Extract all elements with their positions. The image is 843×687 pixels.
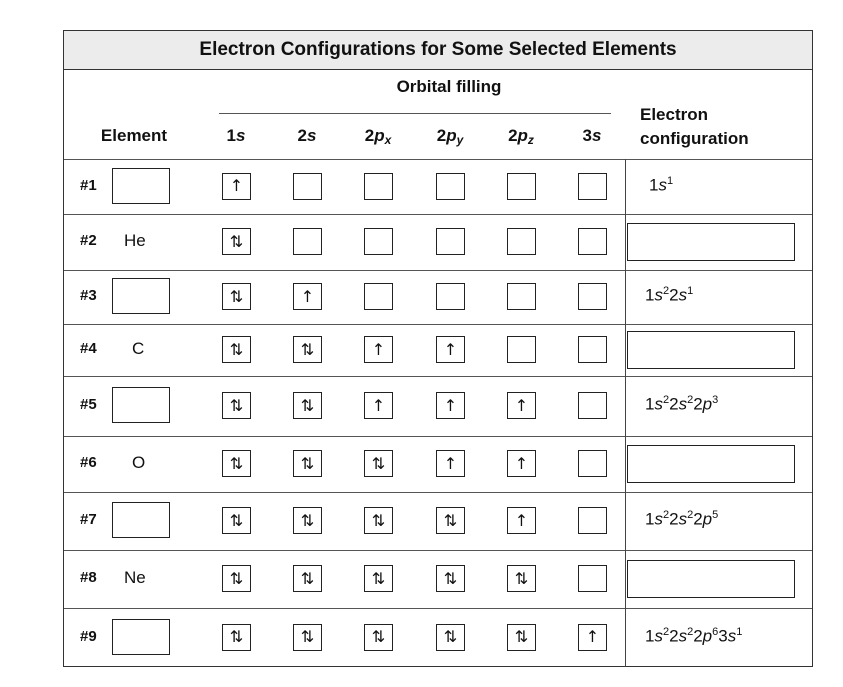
orbital-header-subscript: x [384, 133, 392, 147]
up-down-arrows-icon: ⇅ [229, 286, 244, 306]
config-subshell: s [678, 626, 688, 646]
element-number: #8 [80, 569, 97, 586]
electron-configuration [645, 626, 742, 647]
empty-orbital-box [436, 173, 465, 200]
element-number: #5 [80, 396, 97, 413]
electron-configuration [645, 509, 718, 530]
up-down-arrows-icon: ⇅ [229, 453, 244, 473]
config-electron-count: 2 [662, 509, 670, 521]
empty-orbital-box [507, 228, 536, 255]
config-subshell: p [702, 509, 713, 529]
paired-electron-box [436, 507, 465, 534]
electron-configuration [645, 285, 693, 306]
element-number: #4 [80, 340, 97, 357]
element-symbol: C [132, 339, 145, 358]
empty-orbital-box [578, 336, 607, 363]
config-electron-count: 1 [687, 285, 694, 297]
up-down-arrows-icon: ⇅ [229, 627, 244, 646]
paired-electron-box [222, 565, 251, 592]
paired-electron-box [293, 450, 322, 477]
empty-orbital-box [507, 173, 536, 200]
element-symbol: Ne [124, 568, 146, 587]
config-shell: 2 [693, 626, 703, 646]
single-electron-box [578, 624, 607, 651]
empty-orbital-box [578, 507, 607, 534]
up-down-arrows-icon: ⇅ [371, 627, 386, 646]
up-arrow-icon: ↑ [443, 395, 458, 415]
config-shell: 2 [669, 394, 679, 414]
up-down-arrows-icon: ⇅ [229, 339, 244, 359]
config-shell: 1 [645, 509, 655, 529]
config-subshell: s [678, 509, 688, 529]
orbital-header-letter: s [236, 126, 246, 145]
up-arrow-icon: ↑ [514, 395, 529, 415]
up-arrow-icon: ↑ [514, 510, 529, 530]
empty-orbital-box [436, 228, 465, 255]
config-subshell: s [727, 626, 737, 646]
config-subshell: s [654, 509, 663, 529]
up-down-arrows-icon: ⇅ [229, 568, 244, 588]
orbital-header-number: 3 [582, 126, 592, 145]
config-shell: 2 [693, 394, 703, 414]
up-down-arrows-icon: ⇅ [300, 395, 315, 415]
paired-electron-box [507, 565, 536, 592]
orbital-filling-underline [219, 113, 611, 114]
single-electron-box [507, 392, 536, 419]
table-title-text: Electron Configurations for Some Selected Elements [199, 39, 677, 60]
empty-orbital-box [578, 450, 607, 477]
config-shell: 2 [693, 509, 703, 529]
orbital-header-number: 2 [436, 126, 447, 145]
paired-electron-box [222, 392, 251, 419]
up-down-arrows-icon: ⇅ [514, 568, 529, 588]
paired-electron-box [436, 624, 465, 651]
config-shell: 1 [645, 394, 655, 414]
orbital-header-letter: p [374, 126, 385, 145]
up-arrow-icon: ↑ [371, 339, 386, 359]
empty-orbital-box [578, 283, 607, 310]
up-arrow-icon: ↑ [585, 627, 600, 646]
orbital-header [420, 126, 480, 147]
paired-electron-box [222, 624, 251, 651]
single-electron-box [507, 507, 536, 534]
config-subshell: p [702, 394, 713, 414]
config-column-divider [625, 159, 626, 667]
up-down-arrows-icon: ⇅ [371, 510, 386, 530]
paired-electron-box [507, 624, 536, 651]
empty-orbital-box [578, 565, 607, 592]
config-electron-count: 2 [687, 509, 694, 521]
config-subshell: s [658, 175, 667, 195]
config-electron-count: 2 [662, 625, 670, 638]
paired-electron-box [222, 336, 251, 363]
up-down-arrows-icon: ⇅ [300, 568, 315, 588]
configuration-header: configuration [640, 129, 749, 148]
single-electron-box [507, 450, 536, 477]
row-divider [64, 159, 812, 160]
single-electron-box [222, 173, 251, 200]
row-divider [64, 214, 812, 215]
single-electron-box [436, 336, 465, 363]
element-symbol-answer-box[interactable] [112, 619, 170, 655]
up-arrow-icon: ↑ [514, 453, 529, 473]
orbital-header-letter: s [307, 126, 317, 145]
single-electron-box [436, 392, 465, 419]
paired-electron-box [293, 336, 322, 363]
config-electron-count: 2 [687, 625, 694, 638]
orbital-header [562, 126, 622, 146]
electron-configuration [649, 175, 673, 196]
config-subshell: s [678, 394, 688, 414]
empty-orbital-box [436, 283, 465, 310]
element-symbol-answer-box[interactable] [112, 387, 170, 423]
row-divider [64, 270, 812, 271]
paired-electron-box [293, 392, 322, 419]
config-subshell: s [654, 285, 663, 305]
single-electron-box [293, 283, 322, 310]
row-divider [64, 608, 812, 609]
paired-electron-box [293, 624, 322, 651]
orbital-header [277, 126, 337, 146]
element-symbol-answer-box[interactable] [112, 168, 170, 204]
config-electron-count: 2 [662, 285, 670, 297]
up-down-arrows-icon: ⇅ [229, 510, 244, 530]
row-divider [64, 436, 812, 437]
config-shell: 1 [645, 285, 655, 305]
element-number: #2 [80, 232, 97, 249]
paired-electron-box [364, 507, 393, 534]
config-subshell: p [702, 626, 713, 646]
orbital-filling-header: Orbital filling [396, 77, 502, 96]
up-down-arrows-icon: ⇅ [229, 231, 244, 251]
config-shell: 1 [649, 175, 659, 195]
paired-electron-box [222, 507, 251, 534]
paired-electron-box [222, 450, 251, 477]
row-divider [64, 376, 812, 377]
paired-electron-box [436, 565, 465, 592]
paired-electron-box [222, 283, 251, 310]
config-electron-count: 1 [736, 625, 743, 638]
empty-orbital-box [507, 336, 536, 363]
config-electron-count: 2 [687, 394, 694, 406]
empty-orbital-box [364, 283, 393, 310]
orbital-header-letter: s [592, 126, 602, 145]
orbital-header-number: 2 [508, 126, 518, 145]
single-electron-box [364, 392, 393, 419]
up-down-arrows-icon: ⇅ [443, 568, 458, 588]
up-down-arrows-icon: ⇅ [371, 568, 386, 588]
configuration-answer-box[interactable] [627, 223, 795, 261]
paired-electron-box [293, 565, 322, 592]
config-shell: 2 [669, 509, 679, 529]
electron-header: Electron [640, 105, 709, 124]
empty-orbital-box [364, 228, 393, 255]
empty-orbital-box [578, 173, 607, 200]
paired-electron-box [364, 450, 393, 477]
paired-electron-box [364, 565, 393, 592]
single-electron-box [364, 336, 393, 363]
paired-electron-box [364, 624, 393, 651]
empty-orbital-box [293, 228, 322, 255]
config-shell: 2 [669, 626, 679, 646]
element-number: #3 [80, 287, 97, 304]
element-number: #7 [80, 511, 97, 528]
config-shell: 3 [718, 626, 728, 646]
config-subshell: s [654, 626, 663, 646]
orbital-header-subscript: z [527, 133, 534, 147]
config-shell: 2 [669, 285, 679, 305]
orbital-header-number: 2 [297, 126, 307, 145]
up-arrow-icon: ↑ [229, 176, 244, 195]
config-electron-count: 6 [712, 625, 719, 638]
config-electron-count: 3 [712, 394, 719, 406]
element-header: Element [100, 126, 168, 145]
config-shell: 1 [645, 626, 655, 646]
empty-orbital-box [293, 173, 322, 200]
up-arrow-icon: ↑ [443, 339, 458, 359]
up-arrow-icon: ↑ [371, 395, 386, 415]
config-electron-count: 2 [662, 394, 670, 406]
config-subshell: s [678, 285, 688, 305]
orbital-header-number: 1 [226, 126, 236, 145]
orbital-header [206, 126, 266, 146]
element-symbol-answer-box[interactable] [112, 278, 170, 314]
configuration-answer-box[interactable] [627, 445, 795, 483]
element-number: #9 [80, 627, 97, 645]
orbital-header-subscript: y [456, 133, 464, 147]
configuration-answer-box[interactable] [627, 331, 795, 369]
orbital-header-letter: p [517, 126, 528, 145]
row-divider [64, 550, 812, 551]
electron-config-table [63, 30, 813, 667]
table-title [64, 31, 812, 70]
up-down-arrows-icon: ⇅ [443, 510, 458, 530]
up-down-arrows-icon: ⇅ [300, 510, 315, 530]
row-divider [64, 324, 812, 325]
row-divider [64, 492, 812, 493]
orbital-header-number: 2 [364, 126, 375, 145]
up-down-arrows-icon: ⇅ [443, 627, 458, 646]
up-down-arrows-icon: ⇅ [371, 453, 386, 473]
single-electron-box [436, 450, 465, 477]
paired-electron-box [293, 507, 322, 534]
up-arrow-icon: ↑ [300, 286, 315, 306]
element-number: #6 [80, 454, 97, 471]
config-subshell: s [654, 394, 663, 414]
up-down-arrows-icon: ⇅ [514, 627, 529, 646]
empty-orbital-box [507, 283, 536, 310]
orbital-header-letter: p [446, 126, 457, 145]
element-symbol: He [124, 231, 146, 250]
config-electron-count: 1 [666, 174, 674, 187]
configuration-answer-box[interactable] [627, 560, 795, 598]
empty-orbital-box [364, 173, 393, 200]
up-down-arrows-icon: ⇅ [300, 339, 315, 359]
up-down-arrows-icon: ⇅ [300, 453, 315, 473]
config-electron-count: 5 [712, 509, 719, 521]
up-down-arrows-icon: ⇅ [300, 627, 315, 646]
element-number: #1 [80, 176, 97, 194]
electron-configuration [645, 394, 718, 415]
orbital-header [348, 126, 408, 147]
empty-orbital-box [578, 392, 607, 419]
up-arrow-icon: ↑ [443, 453, 458, 473]
element-symbol-answer-box[interactable] [112, 502, 170, 538]
element-symbol: O [132, 453, 146, 472]
empty-orbital-box [578, 228, 607, 255]
up-down-arrows-icon: ⇅ [229, 395, 244, 415]
orbital-header [491, 126, 551, 147]
paired-electron-box [222, 228, 251, 255]
